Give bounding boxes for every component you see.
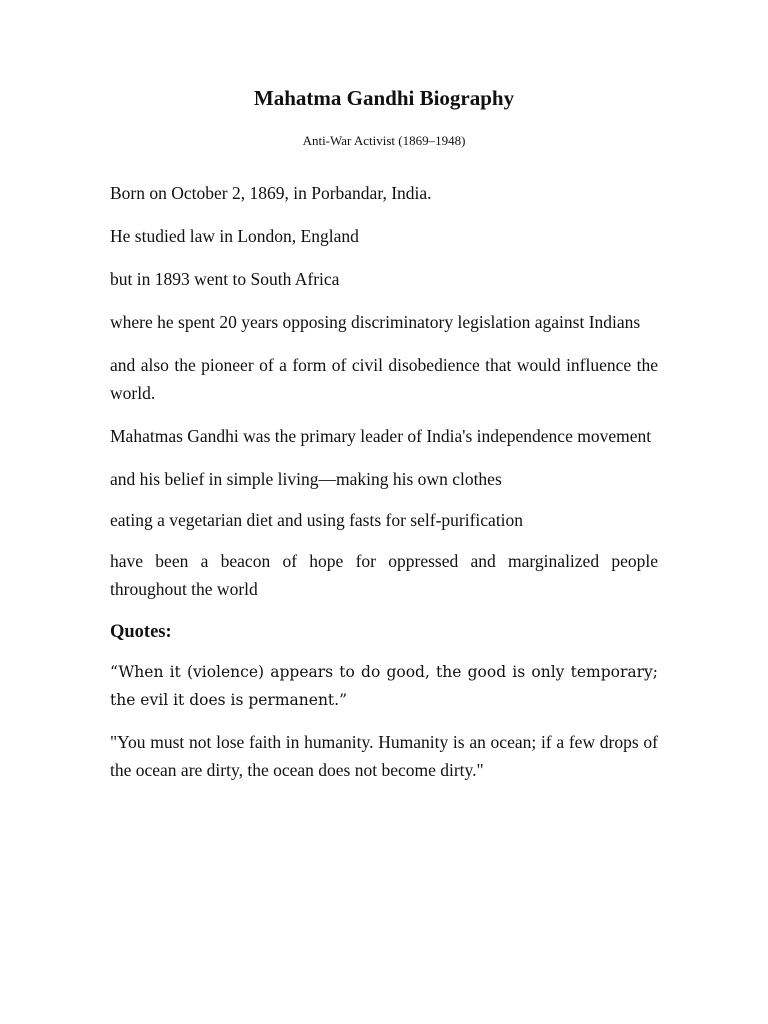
- quotes-heading: Quotes:: [110, 622, 172, 642]
- bio-paragraph-beacon-of-hope: have been a beacon of hope for oppressed and marginalized people throughout the world: [110, 551, 658, 599]
- bio-paragraph-opposing-legislation: where he spent 20 years opposing discriminatory legislation against Indians: [110, 312, 641, 332]
- bio-paragraph-law-studies: He studied law in London, England: [110, 226, 359, 246]
- biography-body: [110, 179, 658, 799]
- bio-paragraph-simple-living: and his belief in simple living—making his own clothes: [110, 469, 502, 489]
- bio-paragraph-independence-leader: Mahatmas Gandhi was the primary leader of India's independence movement: [110, 426, 652, 446]
- quote-humanity: "You must not lose faith in humanity. Humanity is an ocean; if a few drops of the ocean are dirty, the ocean does not become dirty.": [110, 732, 658, 780]
- bio-paragraph-vegetarian-diet: eating a vegetarian diet and using fasts for self-purification: [110, 510, 524, 530]
- document-subtitle: Anti-War Activist (1869–1948): [302, 133, 466, 148]
- bio-paragraph-civil-disobedience: and also the pioneer of a form of civil disobedience that would influence the world.: [110, 355, 658, 403]
- bio-paragraph-birth: Born on October 2, 1869, in Porbandar, India.: [110, 183, 432, 203]
- quote-violence: “When it (violence) appears to do good, the good is only temporary; the evil it does is permanent.”: [110, 663, 658, 709]
- document-title: Mahatma Gandhi Biography: [253, 86, 515, 110]
- bio-paragraph-south-africa: but in 1893 went to South Africa: [110, 269, 340, 289]
